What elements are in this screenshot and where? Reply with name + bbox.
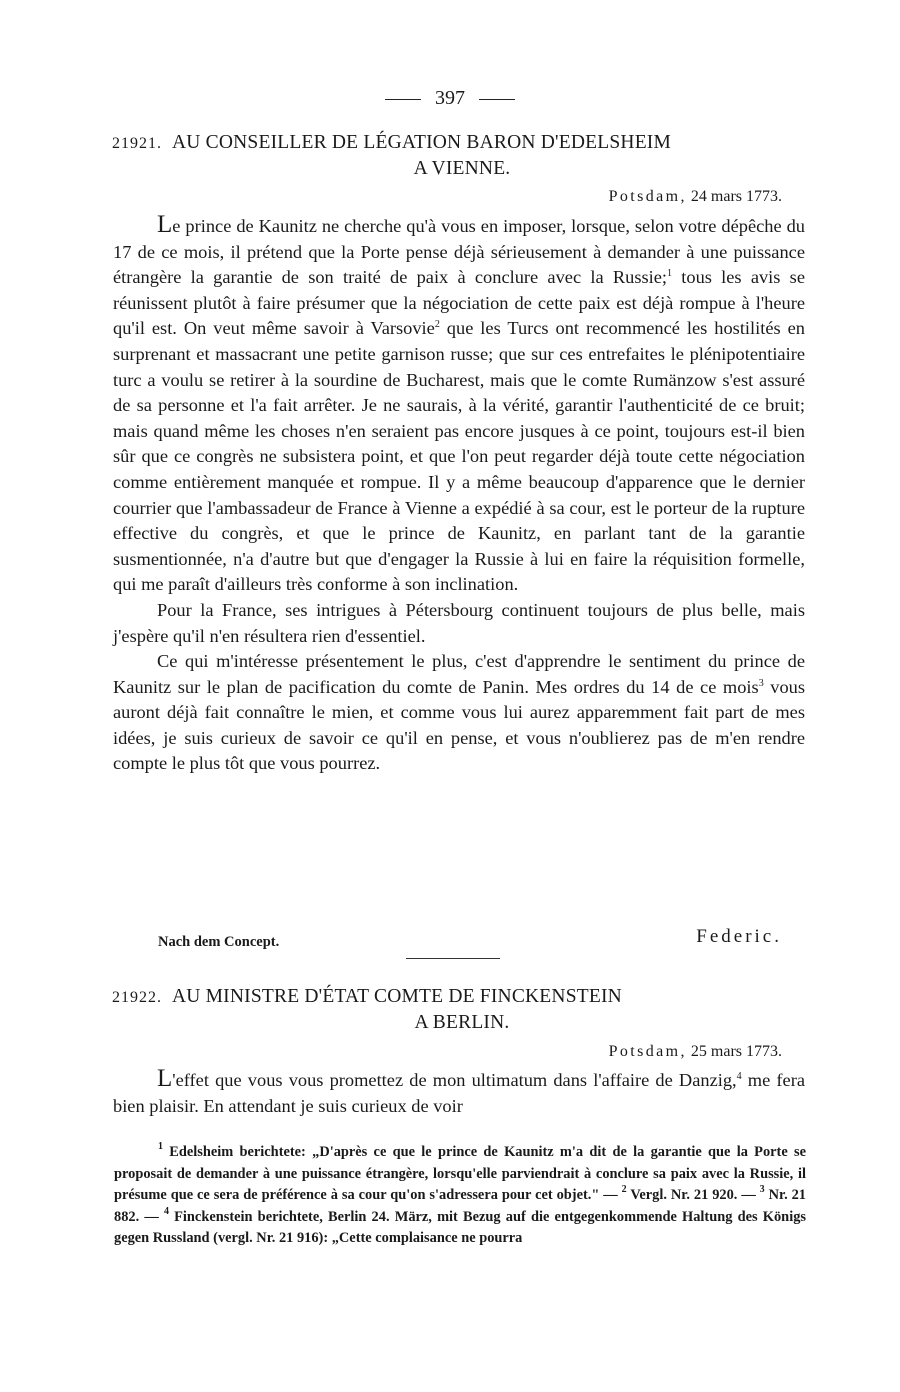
section-divider bbox=[406, 958, 500, 959]
footnote-text: Vergl. Nr. 21 920. — bbox=[626, 1187, 760, 1204]
footnote-marker: 1 bbox=[158, 1141, 163, 1152]
footnote-marker: 3 bbox=[759, 1184, 765, 1196]
signature: Federic. bbox=[696, 926, 782, 947]
dateline bbox=[112, 186, 782, 208]
footnote-ref[interactable]: 3 bbox=[758, 677, 764, 689]
source-note: Nach dem Concept. bbox=[158, 934, 280, 950]
page-number: 397 bbox=[435, 87, 465, 109]
paragraph-text: Ce qui m'intéresse présentement le plus, c'est d'apprendre le sentiment du prince de Kaunitz sur le plan de pacification du comte de Panin. Mes ordres du 14 de ce mois bbox=[113, 651, 805, 697]
paragraph: Pour la France, ses intrigues à Pétersbourg continuent toujours de plus belle, mais j'espère qu'il n'en résultera rien d'essentiel. bbox=[113, 599, 805, 646]
left-dash bbox=[385, 99, 421, 100]
letter-number: 21922. bbox=[112, 989, 162, 1006]
dateline-date: 24 mars 1773. bbox=[690, 188, 782, 205]
paragraph-text: me fera bien plaisir. En attendant je suis curieux de voir bbox=[113, 1070, 805, 1116]
right-dash bbox=[479, 99, 515, 100]
footnote-text: Edelsheim berichtete: „D'après ce que le prince de Kaunitz m'a dit de la garantie que la Porte se proposait de demander à une puissance étrangère, lorsqu'elle parviendrait à conclure sa paix avec la Russie, il présume que ce sera de préférence à sa cour qu'on s'adressera pour cet objet." — bbox=[114, 1144, 806, 1204]
letter-heading bbox=[112, 984, 812, 1035]
page-number-header bbox=[0, 86, 900, 110]
letter-body bbox=[113, 1065, 805, 1119]
footnote-block bbox=[114, 1142, 806, 1250]
letter-title: AU CONSEILLER DE LÉGATION BARON D'EDELSHEIM bbox=[172, 132, 672, 153]
dateline bbox=[112, 1041, 782, 1063]
dateline-place: Potsdam, bbox=[608, 188, 687, 205]
footnote-text: Finckenstein berichtete, Berlin 24. März, mit Bezug auf die entgegenkommende Haltung des Königs gegen Russland (vergl. Nr. 21 916): „Cette complaisance ne pourra bbox=[114, 1208, 806, 1247]
paragraph bbox=[113, 649, 805, 777]
footnote-text: Nr. 21 882. — bbox=[114, 1187, 806, 1225]
paragraph bbox=[113, 211, 806, 598]
footnote-marker: 2 bbox=[621, 1184, 627, 1196]
paragraph-text: 'effet que vous vous promettez de mon ultimatum dans l'affaire de Danzig, bbox=[172, 1070, 737, 1090]
footnote-ref[interactable]: 2 bbox=[434, 319, 440, 331]
paragraph-text: tous les avis se réunissent plutôt à faire présumer que la négociation de cette paix est déjà rompue à l'heure qu'il est. On veut même savoir à Varsovie bbox=[113, 267, 806, 339]
letter-title-destination: A VIENNE. bbox=[413, 158, 511, 179]
letter-number: 21921. bbox=[112, 135, 162, 152]
dateline-place: Potsdam, bbox=[608, 1043, 687, 1060]
paragraph bbox=[113, 1065, 805, 1119]
letter-body bbox=[113, 211, 806, 777]
footnote-marker: 4 bbox=[163, 1205, 169, 1217]
letter-title: AU MINISTRE D'ÉTAT COMTE DE FINCKENSTEIN bbox=[172, 986, 622, 1007]
paragraph-text: vous auront déjà fait connaître le mien, et comme vous lui aurez apparemment fait part de mes idées, je suis curieux de savoir ce qu'il en pense, et vous n'oublierez pas de m'en rendre compte le plus tôt que vous pourrez. bbox=[113, 676, 806, 774]
drop-cap: L bbox=[157, 1065, 173, 1092]
letter-title-destination: A BERLIN. bbox=[414, 1012, 510, 1033]
paragraph-text: e prince de Kaunitz ne cherche qu'à vous en imposer, lorsque, selon votre dépêche du 17 de ce mois, il prétend que la Porte pense déjà sérieusement à demander à une puissance étrangère la garantie de son traité de paix à conclure avec la Russie; bbox=[113, 216, 805, 288]
footnote-ref[interactable]: 4 bbox=[736, 1071, 742, 1082]
drop-cap: L bbox=[157, 211, 173, 238]
dateline-date: 25 mars 1773. bbox=[690, 1043, 782, 1060]
paragraph-text: que les Turcs ont recommencé les hostilités en surprenant et massacrant une petite garnison russe; que sur ces entrefaites le plénipotentiaire turc a voulu se retirer à la sourdine de Bucharest, mais que le comte Rumänzow s'est assuré de sa personne et l'a fait arrêter. Je ne saurais, à la vérité, garantir l'authenticité de ce bruit; mais quand même les choses n'en seraient pas encore jusques à ce point, toujours est-il bien sûr que ce congrès ne subsistera point, et que l'on peut regarder déjà toute cette négociation comme entièrement manquée et rompue. Il y a même beaucoup d'apparence que le dernier courrier que l'ambassadeur de France à Vienne a expédié à sa cour, est le porteur de la rupture effective du congrès, et que le prince de Kaunitz, en parlant tant de la garantie susmentionnée, n'a d'autre but que d'engager la Russie à lui en faire la réquisition formelle, qui me paraît d'ailleurs très conforme à son inclination. bbox=[113, 318, 805, 595]
footnotes bbox=[114, 1142, 806, 1250]
letter-heading bbox=[112, 130, 812, 181]
footnote-ref[interactable]: 1 bbox=[667, 268, 673, 280]
